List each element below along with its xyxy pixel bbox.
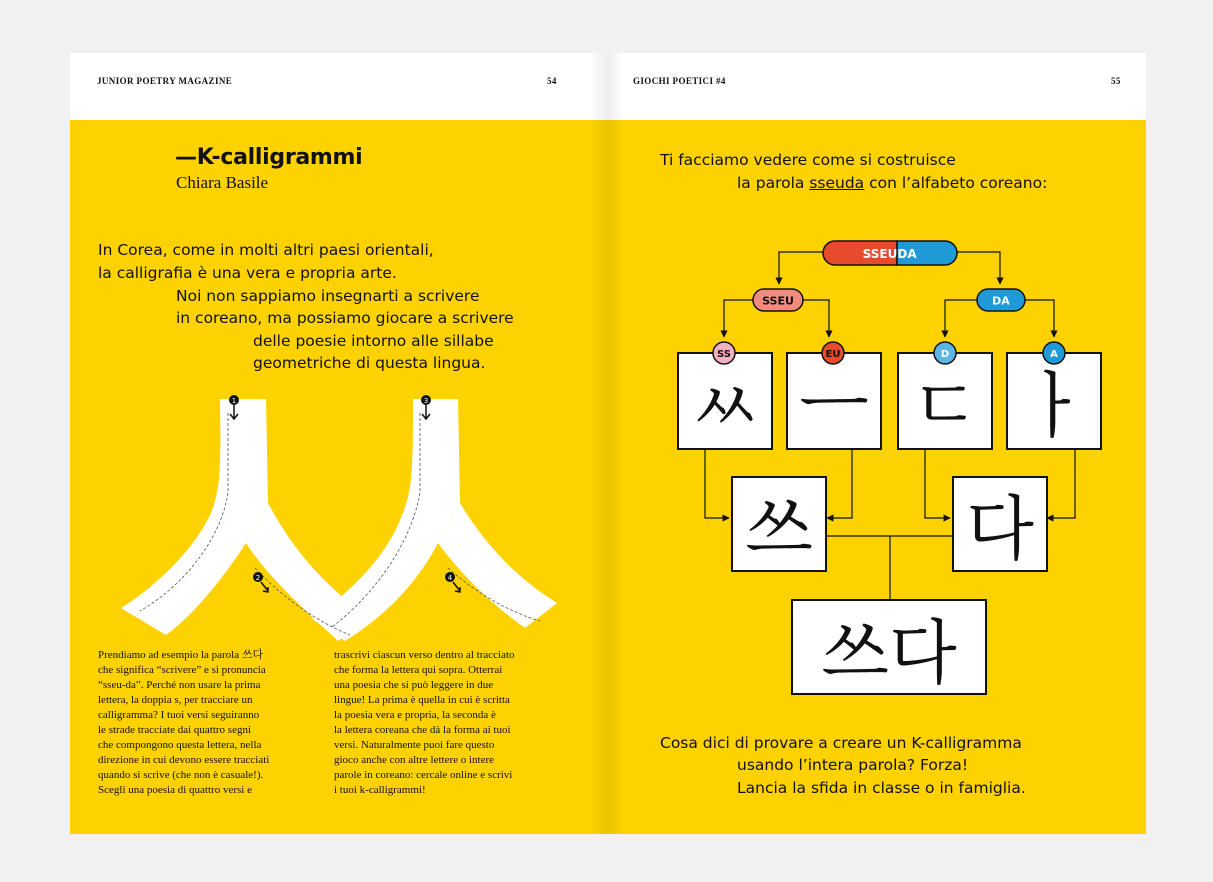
body-line: che significa “scrivere” e si pronuncia [98, 664, 266, 676]
diagram-intro: la parola sseuda con l’alfabeto coreano: [737, 174, 1048, 192]
body-line: parole in coreano: cercale online e scrivi [334, 769, 513, 781]
svg-text:SSEU: SSEU [762, 294, 794, 308]
body-line: quando si scrive (che non è casuale!). [98, 769, 264, 781]
jamo-label-ss [713, 342, 735, 364]
page-number: 55 [1111, 76, 1121, 86]
svg-text:ㄷ: ㄷ [910, 364, 980, 448]
svg-text:DA: DA [992, 294, 1010, 308]
svg-text:쓰: 쓰 [745, 488, 813, 570]
jamo-box-ss [678, 353, 772, 449]
page-number: 54 [547, 76, 557, 86]
syllable-box-sseu [732, 477, 826, 571]
body-column-1 [98, 648, 330, 798]
outro-line: Lancia la sfida in classe o in famiglia. [737, 779, 1026, 797]
svg-text:3: 3 [423, 397, 429, 405]
body-line: che forma la lettera qui sopra. Otterrai [334, 664, 503, 676]
jamo-label-eu [822, 342, 844, 364]
jamo-label-a [1043, 342, 1065, 364]
running-head: JUNIOR POETRY MAGAZINE [97, 76, 233, 86]
syllable-pill-da [977, 289, 1025, 311]
article-author: Chiara Basile [176, 173, 269, 192]
outro-line: Cosa dici di provare a creare un K-calligramma [660, 734, 1022, 752]
svg-text:4: 4 [447, 574, 453, 582]
article-title: —K-calligrammi [175, 145, 363, 170]
body-column-2 [334, 648, 566, 798]
stroke-marker [445, 572, 460, 592]
body-line: che compongono questa lettera, nella [98, 739, 262, 751]
svg-text:ㅆ: ㅆ [690, 364, 760, 448]
svg-text:쓰다: 쓰다 [821, 612, 957, 694]
root-pill-left-label: SSEU [862, 247, 898, 261]
diagram-intro: Ti facciamo vedere come si costruisce [660, 151, 956, 169]
body-line: Prendiamo ad esempio la parola 쓰다 [98, 649, 264, 661]
syllable-box-da [953, 477, 1047, 571]
body-line: lingue! La prima è quella in cui è scritta [334, 694, 510, 706]
page-header [607, 53, 1146, 120]
stroke-path [438, 503, 557, 628]
stroke-path [121, 399, 268, 635]
stroke-marker [253, 572, 268, 592]
jamo-box-d [898, 353, 992, 449]
outro-line: usando l’intera parola? Forza! [737, 756, 969, 774]
svg-text:1: 1 [231, 397, 237, 405]
svg-text:ㅏ: ㅏ [1019, 364, 1089, 448]
jamo-box-a [1007, 353, 1101, 449]
svg-text:A: A [1050, 349, 1058, 360]
body-line: la lettera coreana che dà la forma ai tuoi [334, 724, 511, 736]
body-line: gioco anche con altre lettere o intere [334, 754, 495, 766]
stroke-path [312, 399, 460, 641]
calligram-letter [70, 383, 607, 643]
intro-line: in coreano, ma possiamo giocare a scrivere [176, 309, 514, 327]
left-page [70, 53, 607, 834]
svg-text:2: 2 [255, 574, 261, 582]
syllable-pill-sseu [753, 289, 803, 311]
highlight-word: sseuda [809, 174, 865, 192]
body-line: lettera, la doppia s, per tracciare un [98, 694, 253, 706]
intro-line: In Corea, come in molti altri paesi orientali, [98, 241, 434, 259]
root-pill [823, 241, 957, 265]
body-line: trascrivi ciascun verso dentro al tracciato [334, 649, 515, 661]
word-box [792, 600, 986, 694]
body-line: versi. Naturalmente puoi fare questo [334, 739, 495, 751]
svg-text:EU: EU [825, 349, 841, 360]
right-page [607, 53, 1146, 834]
intro-line: geometriche di questa lingua. [253, 354, 486, 372]
intro-line: delle poesie intorno alle sillabe [253, 332, 494, 350]
intro-line: Noi non sappiamo insegnarti a scrivere [176, 287, 480, 305]
svg-text:SS: SS [717, 349, 731, 360]
body-line: calligramma? I tuoi versi seguiranno [98, 709, 260, 721]
jamo-box-eu [787, 353, 881, 449]
body-line: la poesia vera e propria, la seconda è [334, 709, 496, 721]
running-head: GIOCHI POETICI #4 [633, 76, 726, 86]
body-line: una poesia che si può leggere in due [334, 679, 494, 691]
svg-text:D: D [940, 349, 950, 360]
body-line: Scegli una poesia di quattro versi e [98, 784, 252, 796]
svg-text:다: 다 [966, 488, 1034, 570]
body-line: le strade tracciate dai quattro segni [98, 724, 252, 736]
svg-text:ㅡ: ㅡ [799, 364, 869, 448]
page-header [70, 53, 607, 120]
root-pill-right-label: DA [897, 247, 917, 261]
body-line: direzione in cui devono essere tracciati [98, 754, 270, 766]
intro-line: la calligrafia è una vera e propria arte. [98, 264, 397, 282]
word-diagram [607, 223, 1146, 703]
jamo-label-d [934, 342, 956, 364]
body-line: “sseu-da”. Perché non usare la prima [98, 679, 261, 691]
body-line: i tuoi k-calligrammi! [334, 784, 426, 796]
